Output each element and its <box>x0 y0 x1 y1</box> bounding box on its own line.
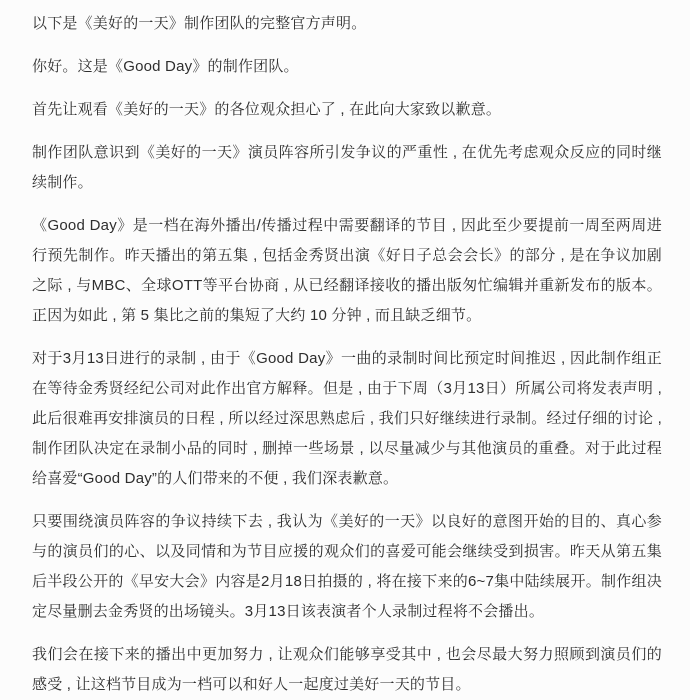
statement-editing-plan: 只要围绕演员阵容的争议持续下去 , 我认为《美好的一天》以良好的意图开始的目的、真心参与的演员们的心、以及同情和为节目应援的观众们的喜爱可能会继续受到损害。昨天从第五集后半段公开的《早安大会》内容是2月18日拍摄的 , 将在接下来的6~7集中陆续展开。制作组决定尽量删去金秀贤的出场镜头。3月13日该表演者个人录制过程将不会播出。 <box>32 513 662 620</box>
statement-apology-opening: 首先让观看《美好的一天》的各位观众担心了 , 在此向大家致以歉意。 <box>32 101 502 118</box>
statement-greeting: 你好。这是《Good Day》的制作团队。 <box>32 58 299 75</box>
statement-recording-plan: 对于3月13日进行的录制 , 由于《Good Day》一曲的录制时间比预定时间推迟 , 因此制作组正在等待金秀贤经纪公司对此作出官方解释。但是 , 由于下周（3月13日）所属公司将发表声明 , 此后很难再安排演员的日程 , 所以经过深思熟虑后 , 我们只好继续进行录制。经过仔细的讨论 , 制作团队决定在录制小品的同时 , 删掉一些场景 , 以尽量减少与其他演员的重叠。对于此过程给喜爱“Good Day”的人们带来的不便 , 我们深表歉意。 <box>32 350 662 487</box>
statement-intro-line: 以下是《美好的一天》制作团队的完整官方声明。 <box>32 15 367 32</box>
statement-episode5-detail: 《Good Day》是一档在海外播出/传播过程中需要翻译的节目 , 因此至少要提前一周至两周进行预先制作。昨天播出的第五集 , 包括金秀贤出演《好日子总会会长》的部分 , 是在争议加剧之际 , 与MBC、全球OTT等平台协商 , 从已经翻译接收的播出版匆忙编辑并重新发布的版本。正因为如此 , 第 5 集比之前的集短了大约 10 分钟 , 而且缺乏细节。 <box>32 217 662 324</box>
statement-closing: 我们会在接下来的播出中更加努力 , 让观众们能够享受其中 , 也会尽最大努力照顾到演员们的感受 , 让这档节目成为一档可以和好人一起度过美好一天的节目。 <box>32 646 662 693</box>
statement-awareness: 制作团队意识到《美好的一天》演员阵容所引发争议的严重性 , 在优先考虑观众反应的同时继续制作。 <box>32 144 662 191</box>
